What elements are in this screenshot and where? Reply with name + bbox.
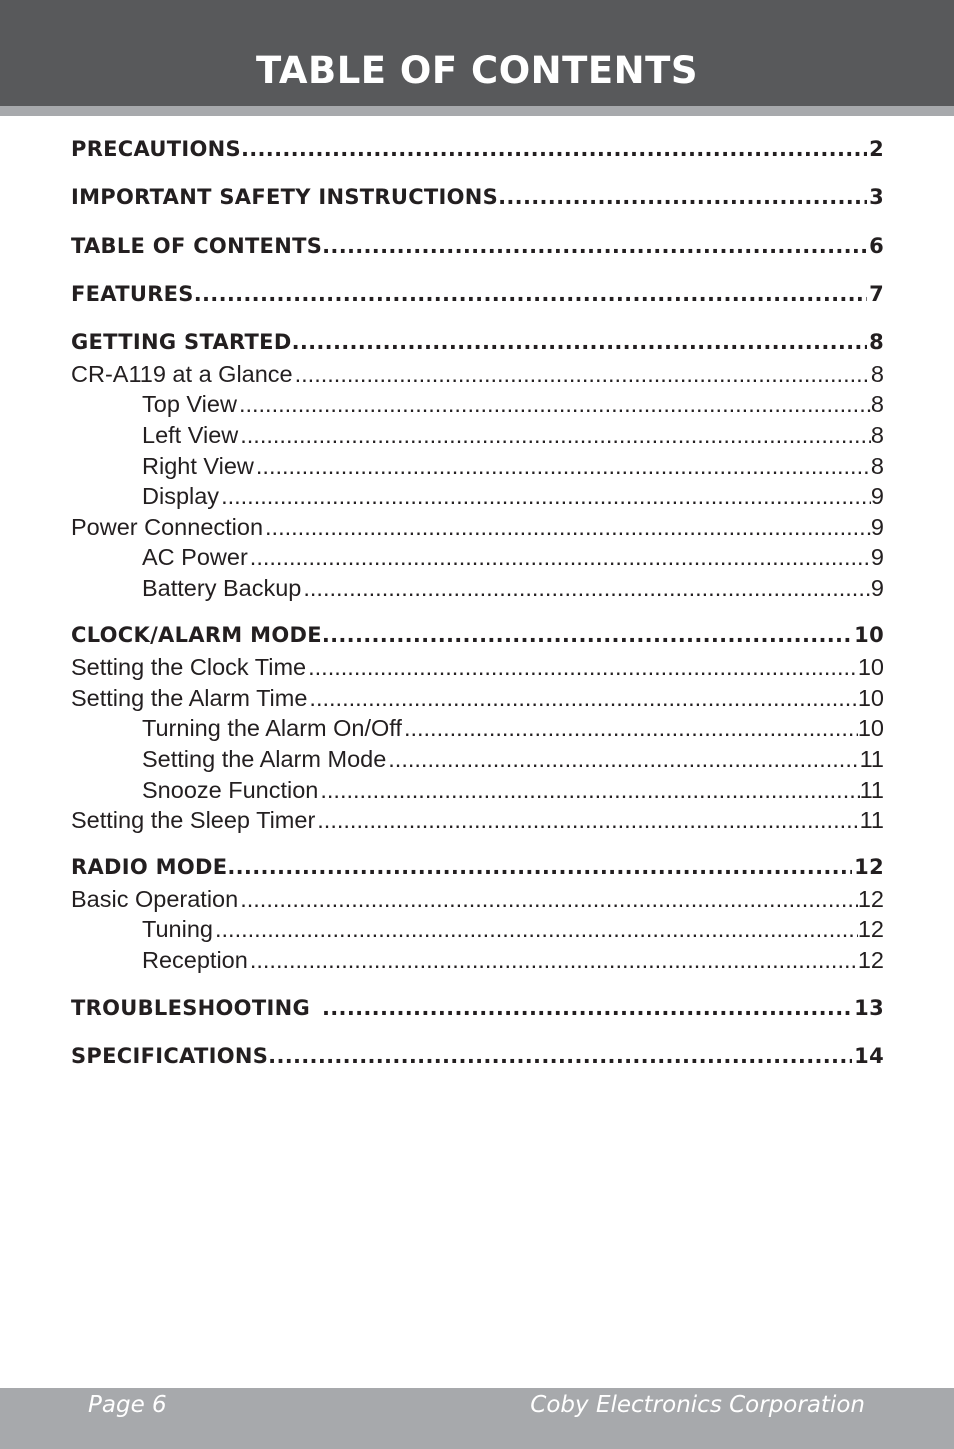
dot-leader: [322, 234, 867, 258]
toc-label: Display: [142, 483, 220, 509]
toc-entry-reception[interactable]: [142, 947, 884, 977]
toc-page-number: 10: [854, 623, 884, 647]
toc-page-number: 13: [854, 996, 884, 1020]
toc-label: CLOCK/ALARM MODE: [71, 623, 322, 647]
toc-entry-setting-alarm-mode[interactable]: [142, 746, 884, 776]
toc-entry-power-connection[interactable]: [71, 514, 884, 544]
dot-leader: [240, 886, 858, 913]
toc-entry-specifications[interactable]: [71, 1044, 884, 1074]
dot-leader: [239, 391, 871, 418]
dot-leader: [295, 361, 871, 388]
toc-page-number: 10: [857, 654, 884, 680]
dot-leader: [215, 916, 858, 943]
toc-page-number: 9: [870, 575, 884, 601]
toc-page-number: 8: [870, 391, 884, 417]
toc-label: AC Power: [142, 544, 248, 570]
toc-entry-features[interactable]: [71, 282, 884, 312]
dot-leader: [309, 685, 857, 712]
toc-label: Top View: [142, 391, 237, 417]
toc-entry-precautions[interactable]: [71, 137, 884, 167]
toc-page-number: 11: [859, 777, 884, 803]
dot-leader: [308, 654, 858, 681]
toc-page-number: 12: [854, 855, 884, 879]
toc-label: RADIO MODE: [71, 855, 228, 879]
toc-page-number: 3: [869, 185, 884, 209]
toc-label: Tuning: [142, 916, 213, 942]
toc-entry-top-view[interactable]: [142, 391, 884, 421]
footer-company-name: Coby Electronics Corporation: [530, 1392, 865, 1418]
toc-page-number: 9: [870, 514, 884, 540]
toc-page-number: 11: [859, 746, 884, 772]
toc-entry-turning-alarm-on-off[interactable]: [142, 715, 884, 745]
toc-page-number: 12: [857, 916, 884, 942]
toc-page-number: 8: [870, 361, 884, 387]
toc-label: FEATURES: [71, 282, 194, 306]
toc-entry-important-safety-instructions[interactable]: [71, 185, 884, 215]
dot-leader: [303, 575, 871, 602]
toc-entry-table-of-contents[interactable]: [71, 234, 884, 264]
toc-label: IMPORTANT SAFETY INSTRUCTIONS: [71, 185, 499, 209]
toc-entry-radio-mode[interactable]: [71, 855, 884, 885]
toc-entry-clock-alarm-mode[interactable]: [71, 623, 884, 653]
dot-leader: [221, 483, 871, 510]
toc-entry-ac-power[interactable]: [142, 544, 884, 574]
toc-entry-setting-clock-time[interactable]: [71, 654, 884, 684]
toc-label: Power Connection: [71, 514, 264, 540]
toc-label: SPECIFICATIONS: [71, 1044, 269, 1068]
toc-label: Battery Backup: [142, 575, 302, 601]
toc-entry-right-view[interactable]: [142, 453, 884, 483]
toc-label: TABLE OF CONTENTS: [71, 234, 323, 258]
toc-page-number: 7: [869, 282, 884, 306]
dot-leader: [227, 855, 852, 879]
dot-leader: [320, 777, 859, 804]
dot-leader: [250, 544, 871, 571]
dot-leader: [240, 422, 871, 449]
toc-label: Snooze Function: [142, 777, 319, 803]
toc-entry-setting-sleep-timer[interactable]: [71, 807, 884, 837]
dot-leader: [256, 453, 871, 480]
dot-leader: [292, 330, 868, 354]
toc-label: CR-A119 at a Glance: [71, 361, 293, 387]
toc-entry-left-view[interactable]: [142, 422, 884, 452]
dot-leader: [268, 1044, 852, 1068]
dot-leader: [317, 807, 859, 834]
toc-page-number: 9: [870, 544, 884, 570]
toc-entry-setting-alarm-time[interactable]: [71, 685, 884, 715]
toc-page-number: 12: [857, 947, 884, 973]
toc-page-number: 10: [857, 685, 884, 711]
toc-label: TROUBLESHOOTING: [71, 996, 310, 1020]
toc-entry-at-a-glance[interactable]: [71, 361, 884, 391]
toc-label: Left View: [142, 422, 239, 448]
toc-label: Turning the Alarm On/Off: [142, 715, 402, 741]
toc-label: Setting the Clock Time: [71, 654, 307, 680]
toc-page-number: 10: [857, 715, 884, 741]
table-of-contents: [71, 0, 884, 1100]
page-title: TABLE OF CONTENTS: [256, 49, 698, 92]
dot-leader: [388, 746, 859, 773]
toc-page-number: 8: [870, 453, 884, 479]
toc-label: Reception: [142, 947, 248, 973]
toc-entry-troubleshooting[interactable]: [71, 996, 884, 1026]
toc-page-number: 6: [869, 234, 884, 258]
toc-page-number: 14: [854, 1044, 884, 1068]
toc-page-number: 11: [859, 807, 884, 833]
toc-label: PRECAUTIONS: [71, 137, 241, 161]
toc-page-number: 9: [870, 483, 884, 509]
toc-label: Setting the Alarm Mode: [142, 746, 387, 772]
dot-leader: [404, 715, 858, 742]
toc-label: Setting the Alarm Time: [71, 685, 308, 711]
toc-page-number: 2: [869, 137, 884, 161]
toc-page-number: 12: [857, 886, 884, 912]
toc-label: GETTING STARTED: [71, 330, 292, 354]
toc-entry-tuning[interactable]: [142, 916, 884, 946]
toc-label: Right View: [142, 453, 254, 479]
toc-entry-getting-started[interactable]: [71, 330, 884, 360]
dot-leader: [250, 947, 858, 974]
dot-leader: [498, 185, 867, 209]
toc-page-number: 8: [870, 422, 884, 448]
footer-page-number: Page 6: [88, 1392, 167, 1418]
dot-leader: [241, 137, 867, 161]
toc-entry-basic-operation[interactable]: [71, 886, 884, 916]
toc-label: Setting the Sleep Timer: [71, 807, 316, 833]
dot-leader: [322, 623, 852, 647]
toc-entry-battery-backup[interactable]: [142, 575, 884, 605]
toc-entry-display[interactable]: [142, 483, 884, 513]
toc-label: Basic Operation: [71, 886, 239, 912]
dot-leader: [322, 996, 852, 1020]
dot-leader: [194, 282, 867, 306]
dot-leader: [265, 514, 871, 541]
toc-page-number: 8: [869, 330, 884, 354]
toc-entry-snooze-function[interactable]: [142, 777, 884, 807]
